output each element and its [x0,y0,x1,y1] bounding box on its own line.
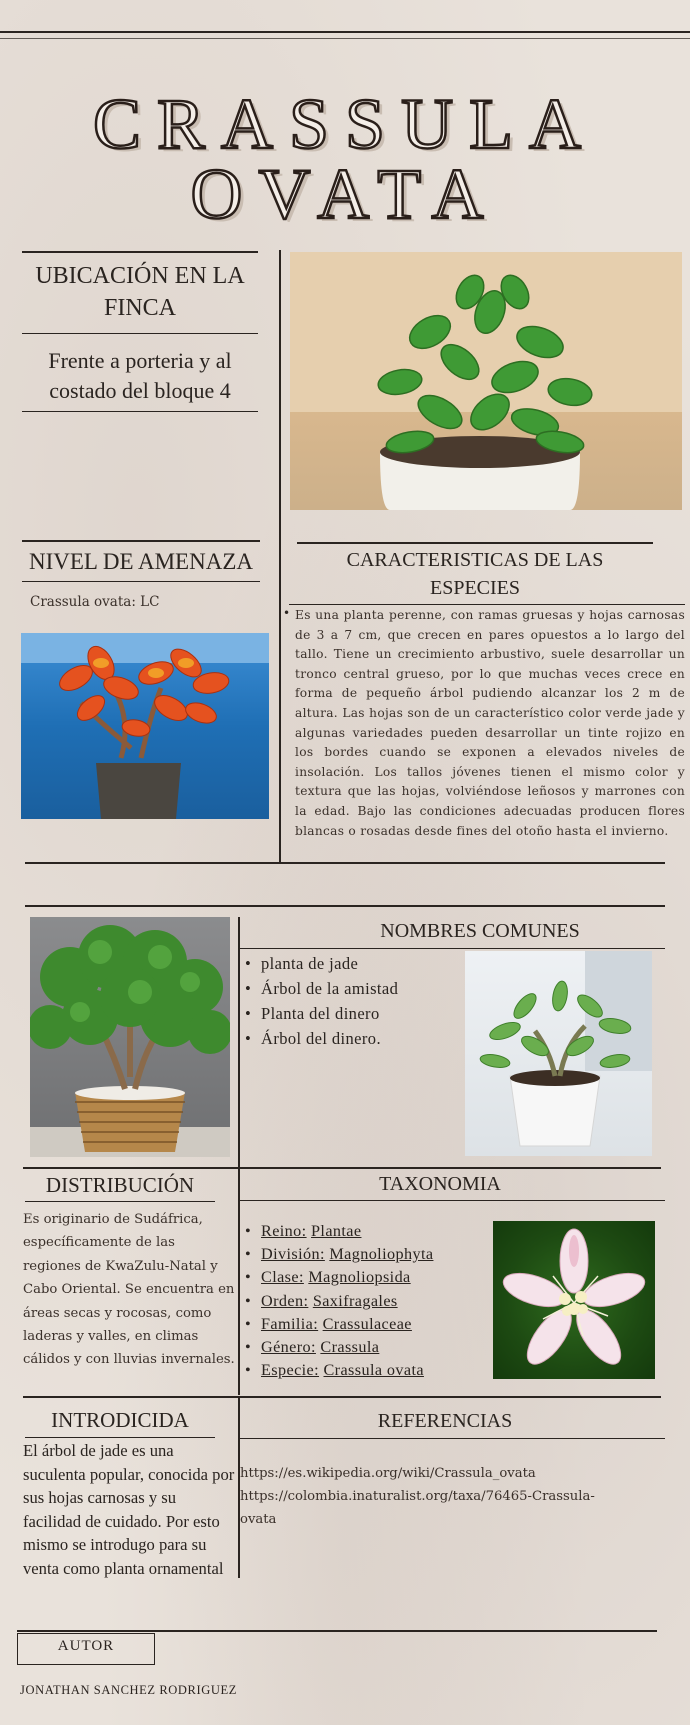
tax-key: Orden: [261,1291,309,1310]
referencias-heading: REFERENCIAS [377,1410,513,1432]
distribucion-text: Es originario de Sudáfrica, específicamente de las regiones de KwaZulu-Natal y Cabo Oriental. Se encuentra en áreas secas y rocosas, como laderas y valles, en climas cálidos y con lluvias invernales. [23,1212,235,1368]
caracteristicas-bottom-rule [289,604,685,605]
tax-item-especie [243,1359,483,1382]
section-rule-2 [25,905,665,907]
section-rule-3 [23,1167,661,1169]
nombres-list [243,951,453,1051]
amenaza-top-rule [22,540,260,542]
ubicacion-bottom-rule [22,411,258,412]
flower-photo [493,1221,655,1379]
tax-item-orden [243,1290,483,1313]
tax-key: Género: [261,1338,316,1357]
tax-value: Plantae [311,1222,362,1240]
caracteristicas-heading: CARACTERISTICAS DE LAS ESPECIES [346,549,604,599]
taxonomia-rule [240,1200,665,1201]
ubicacion-heading: UBICACIÓN EN LA FINCA [35,263,245,321]
introducida-rule [25,1437,215,1438]
section-rule-1 [25,862,665,864]
tax-item-reino [243,1220,483,1243]
autor-label: AUTOR [57,1638,115,1654]
ubicacion-mid-rule [22,333,258,334]
nombre-item-1: • planta de jade [243,951,453,976]
tax-key: Especie: [261,1361,320,1380]
tax-value: Crassula [320,1338,380,1357]
tax-item-division [243,1243,483,1266]
nombres-heading: NOMBRES COMUNES [380,920,580,942]
ubicacion-text: Frente a porteria y al costado del bloque 4 [48,348,232,403]
tax-key: Familia: [261,1314,319,1333]
distribucion-heading: DISTRIBUCIÓN [45,1173,195,1197]
tax-item-clase [243,1266,483,1289]
amenaza-heading: NIVEL DE AMENAZA [28,549,253,574]
section3-divider [238,917,240,1395]
autor-rule [17,1630,657,1632]
tax-item-genero [243,1336,483,1359]
nombre-item-3: • Planta del dinero [243,1001,453,1026]
tax-value: Crassula ovata [323,1361,424,1380]
jade-plant-photo [290,252,682,510]
tax-value: Saxifragales [312,1291,398,1310]
referencias-rule [240,1438,665,1439]
autor-name: JONATHAN SANCHEZ RODRIGUEZ [20,1683,237,1697]
page-title-line1: CRASSULA [92,84,598,164]
nombre-item-2: • Árbol de la amistad [243,976,453,1001]
referencias-link-2-cont[interactable]: ovata [240,1512,277,1527]
amenaza-bottom-rule [22,581,260,582]
section-rule-4 [23,1396,661,1398]
caracteristicas-bullet: • [283,606,291,620]
referencias-link-1[interactable]: https://es.wikipedia.org/wiki/Crassula_ovata [240,1466,536,1481]
basket-jade-photo [30,917,230,1157]
page-title-line2: OVATA [190,154,500,234]
tax-key: Clase: [261,1268,304,1287]
caracteristicas-text: Es una planta perenne, con ramas gruesas y hojas carnosas de 3 a 7 cm, que crecen en pares opuestos a lo largo del tallo. Tiene un crecimiento arbustivo, suele desarrollar un tronco central grueso, por lo que muchas veces crece en forma de pequeño árbol pudiendo alcanzar los 2 m de altura. Las hojas son de un característico color verde jade y algunas variedades pueden desarrollar un tinte rojizo en los bordes cuando se exponen a elevados niveles de insolación. Los tallos jóvenes tienen el mismo color y textura que las hojas, volviéndose leñosos y marrones con la edad. Bajo las condiciones adecuadas producen flores blancas o rosadas desde fines del otoño hasta el invierno. [295,608,685,838]
introducida-heading: INTRODICIDA [51,1408,189,1432]
nombre-item-4: • Árbol del dinero. [243,1026,453,1051]
tax-key: Reino: [261,1222,307,1240]
introducida-text: El árbol de jade es una suculenta popular, conocida por sus hojas carnosas y su facilidad de cuidado. Por esto mismo se introdugo para su venta como planta ornamental [23,1441,235,1578]
nombres-rule [240,948,665,949]
caracteristicas-list [281,606,685,841]
red-jade-photo [21,633,269,819]
tax-item-familia [243,1313,483,1336]
tax-key: División: [261,1245,325,1264]
ubicacion-top-rule [22,251,258,253]
referencias-link-2[interactable]: https://colombia.inaturalist.org/taxa/76465-Crassula- [240,1489,595,1504]
tax-value: Magnoliophyta [329,1245,434,1264]
tax-value: Magnoliopsida [308,1268,411,1287]
amenaza-text: Crassula ovata: LC [30,594,160,610]
caracteristicas-top-rule [297,542,653,544]
taxonomia-heading: TAXONOMIA [379,1173,501,1195]
distribucion-rule [25,1201,215,1202]
potted-jade-photo [465,951,652,1156]
tax-value: Crassulaceae [322,1314,412,1333]
top-rule [0,31,690,33]
taxonomia-list [243,1220,483,1382]
top-rule-thin [0,38,690,39]
